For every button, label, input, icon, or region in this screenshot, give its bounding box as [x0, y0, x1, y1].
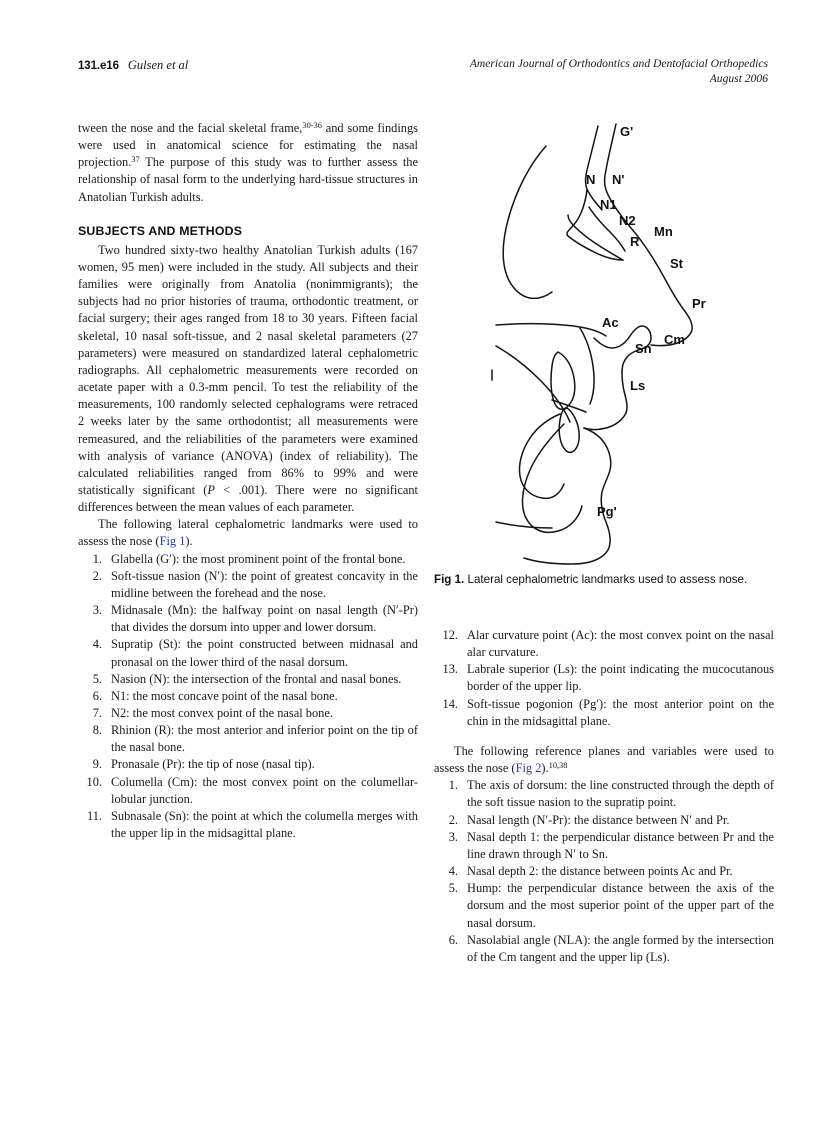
- list-item-text: Hump: the perpendicular distance between the axis of the dorsum and the most superior point of the upper part of the nasal dorsum.: [467, 881, 774, 930]
- list-item: [78, 722, 418, 756]
- list-item: [434, 812, 774, 829]
- list-item-text: Subnasale (Sn): the point at which the columella merges with the upper lip in the midsagittal plane.: [111, 808, 418, 841]
- methods-paragraph-part2: < .001). There were no significant differences between the mean values of each parameter.: [78, 482, 418, 515]
- landmark-label-mn: Mn: [654, 224, 673, 239]
- continued-paragraph-post: The purpose of this study was to further assess the relationship of nasal form to the underlying hard-tissue structures in Anatolian Turkish adults.: [78, 155, 418, 204]
- list-item: [78, 551, 418, 568]
- left-column: [78, 120, 418, 842]
- figure-2-reference-link[interactable]: Fig 2: [515, 761, 542, 776]
- list-item: [78, 774, 418, 808]
- list-item-text: Supratip (St): the point constructed between midnasal and pronasal on the lower third of the nasal dorsum.: [111, 637, 418, 669]
- list-item-text: N1: the most concave point of the nasal bone.: [111, 688, 338, 703]
- landmarks-intro-paragraph: [78, 516, 418, 550]
- journal-title: American Journal of Orthodontics and Dentofacial Orthopedics: [469, 57, 768, 70]
- list-item: [78, 756, 418, 773]
- list-item-number: 11.: [86, 808, 102, 823]
- list-item-text: Nasal depth 2: the distance between points Ac and Pr.: [467, 864, 733, 879]
- list-item-number: 5.: [92, 671, 102, 686]
- planes-intro-paragraph: [434, 743, 774, 777]
- list-item: [434, 661, 774, 695]
- right-column: [434, 570, 774, 966]
- figure-1-caption-text: Lateral cephalometric landmarks used to assess nose.: [467, 573, 748, 586]
- list-item-number: 5.: [448, 881, 458, 896]
- mandibular-incisor: [559, 408, 579, 452]
- list-item-text: Nasal depth 1: the perpendicular distance between Pr and the line drawn through N′ to Sn.: [467, 829, 774, 861]
- list-item: [78, 636, 418, 670]
- list-item-text: Nasolabial angle (NLA): the angle formed by the intersection of the Cm tangent and the upper lip (Ls).: [467, 932, 774, 964]
- planes-intro-mid: ).: [541, 761, 549, 776]
- list-item-number: 2.: [448, 812, 458, 827]
- maxilla-palatal-plane: [496, 324, 606, 336]
- list-item-number: 6.: [92, 688, 102, 703]
- list-item: [434, 777, 774, 811]
- list-item-number: 3.: [448, 829, 458, 844]
- mandibular-ramus-border: [496, 346, 570, 422]
- landmark-label-sn: Sn: [635, 341, 652, 356]
- landmarks-intro-pre: The following lateral cephalometric landmarks were used to assess the nose (: [78, 517, 418, 549]
- landmark-label-n: N: [586, 172, 596, 187]
- list-item: [434, 932, 774, 966]
- continued-paragraph-mid: and some findings were used in anatomical science for estimating the nasal projection.: [78, 121, 418, 170]
- list-item-text: Pronasale (Pr): the tip of nose (nasal tip).: [111, 757, 315, 772]
- list-item-number: 14.: [442, 696, 458, 711]
- list-item: [78, 808, 418, 842]
- list-item-text: Labrale superior (Ls): the point indicating the mucocutanous border of the upper lip.: [467, 662, 774, 694]
- list-item-text: Alar curvature point (Ac): the most convex point on the nasal alar curvature.: [467, 628, 774, 660]
- anterior-maxilla: [580, 328, 594, 404]
- running-head-authors: Gulsen et al: [127, 58, 189, 72]
- landmark-label-cm: Cm: [664, 332, 685, 347]
- list-item-number: 3.: [92, 603, 102, 618]
- methods-paragraph: [78, 242, 418, 517]
- landmark-label-st: St: [670, 256, 683, 271]
- landmark-list-right: [434, 627, 774, 730]
- list-item-number: 12.: [442, 628, 458, 642]
- list-item-text: Rhinion (R): the most anterior and inferior point on the tip of the nasal bone.: [111, 723, 418, 755]
- list-item-number: 10.: [86, 774, 102, 789]
- landmark-label-ls: Ls: [630, 378, 646, 393]
- figure-1-reference-link[interactable]: Fig 1: [159, 534, 186, 549]
- list-item-text: Soft-tissue pogonion (Pg′): the most anterior point on the chin in the midsagittal plane.: [467, 696, 774, 728]
- list-item: [434, 880, 774, 931]
- landmark-label-n2: N2: [619, 213, 636, 228]
- list-item: [78, 671, 418, 688]
- list-item-text: Midnasale (Mn): the halfway point on nasal length (N′-Pr) that divides the dorsum into upper and lower dorsum.: [111, 603, 418, 635]
- reference-superscript-10-38: 10,38: [548, 760, 568, 770]
- planes-intro-pre: The following reference planes and variables were used to assess the nose (: [434, 743, 774, 776]
- landmark-label-pr: Pr: [692, 296, 706, 311]
- list-item-text: The axis of dorsum: the line constructed through the depth of the soft tissue nasion to the supratip point.: [467, 778, 774, 810]
- landmark-list-left: [78, 551, 418, 843]
- landmark-label-ac: Ac: [602, 315, 619, 330]
- symphysis-outer-contour: [523, 424, 582, 532]
- reference-superscript-30-36: 30-36: [302, 120, 322, 130]
- orbital-contour: [503, 146, 552, 298]
- list-item: [434, 829, 774, 863]
- list-item-text: Soft-tissue nasion (N′): the point of greatest concavity in the midline between the forehead and the nose.: [111, 568, 418, 600]
- list-item: [78, 688, 418, 705]
- list-item-number: 2.: [92, 568, 102, 583]
- continued-paragraph-pre: tween the nose and the facial skeletal frame,: [78, 121, 303, 135]
- running-head-right: [470, 56, 768, 86]
- list-item-number: 7.: [92, 706, 102, 720]
- symphysis-inner-contour: [519, 414, 564, 498]
- figure-1-cephalometric-tracing: [434, 112, 774, 567]
- list-item-text: Nasal length (N′-Pr): the distance between N′ and Pr.: [467, 812, 730, 827]
- list-item-number: 4.: [92, 637, 102, 652]
- figure-1-label: Fig 1.: [434, 573, 465, 586]
- list-item-number: 13.: [442, 662, 458, 677]
- list-item: [78, 705, 418, 722]
- soft-tissue-chin-contour: [524, 428, 611, 564]
- list-item-number: 9.: [92, 757, 102, 772]
- cephalometric-line-art: [492, 124, 692, 564]
- list-item-number: 6.: [448, 932, 458, 947]
- issue-date: August 2006: [709, 72, 768, 85]
- list-item-text: N2: the most convex point of the nasal bone.: [111, 706, 333, 720]
- running-head: [78, 56, 768, 98]
- list-item: [434, 863, 774, 880]
- running-head-left: [78, 56, 188, 74]
- list-item: [78, 568, 418, 602]
- list-item: [434, 696, 774, 730]
- p-value-symbol: P: [207, 482, 215, 497]
- landmark-label-nprime: N': [612, 172, 625, 187]
- list-item-number: 8.: [92, 723, 102, 738]
- list-item-text: Columella (Cm): the most convex point on the columellar-lobular junction.: [111, 774, 418, 806]
- mandible-lower-border: [496, 522, 552, 528]
- list-item: [434, 627, 774, 661]
- landmark-label-r: R: [630, 234, 640, 249]
- landmarks-intro-post: ).: [185, 534, 193, 549]
- list-item: [78, 602, 418, 636]
- list-item-number: 1.: [448, 778, 458, 793]
- section-heading-subjects-and-methods: SUBJECTS AND METHODS: [78, 223, 243, 238]
- landmark-label-pgprime: Pg': [597, 504, 617, 519]
- list-item-text: Glabella (G′): the most prominent point of the frontal bone.: [111, 551, 406, 566]
- page-folio: 131.e16: [78, 60, 119, 72]
- reference-planes-list: [434, 777, 774, 966]
- list-item-text: Nasion (N): the intersection of the frontal and nasal bones.: [111, 671, 402, 686]
- list-item-number: 1.: [92, 551, 102, 566]
- continued-paragraph: [78, 120, 418, 206]
- list-item-number: 4.: [448, 864, 458, 879]
- reference-superscript-37: 37: [131, 155, 140, 165]
- landmark-label-n1: N1: [600, 197, 617, 212]
- soft-tissue-nasal-profile: [605, 124, 693, 346]
- landmark-label-gprime: G': [620, 124, 634, 139]
- methods-paragraph-part1: Two hundred sixty-two healthy Anatolian Turkish adults (167 women, 95 men) were included in the study. All subjects and their families were originally from Anatolia (nonimmigrants); the subjects had no prior histories of trauma, orthodontic treatment, or facial surgery; their ages ranged from 18 to 30 years. Fifteen facial skeletal, 10 nasal soft-tissue, and 2 nasal skeletal parameters (27 parameters) were measured on standardized lateral cephalometric radiographs. All cephalometric measurements were recorded on acetate paper with a 0.3-mm pencil. To test the reliability of the measurements, 100 randomly selected cephalograms were retraced 2 weeks later by the same orthodontist; all measurements were remeasured, and the reliabilities of the parameters were examined with analysis of variance (ANOVA) (index of reliability). The calculated reliabilities ranged from 86% to 99% and were statistically significant (: [78, 242, 418, 497]
